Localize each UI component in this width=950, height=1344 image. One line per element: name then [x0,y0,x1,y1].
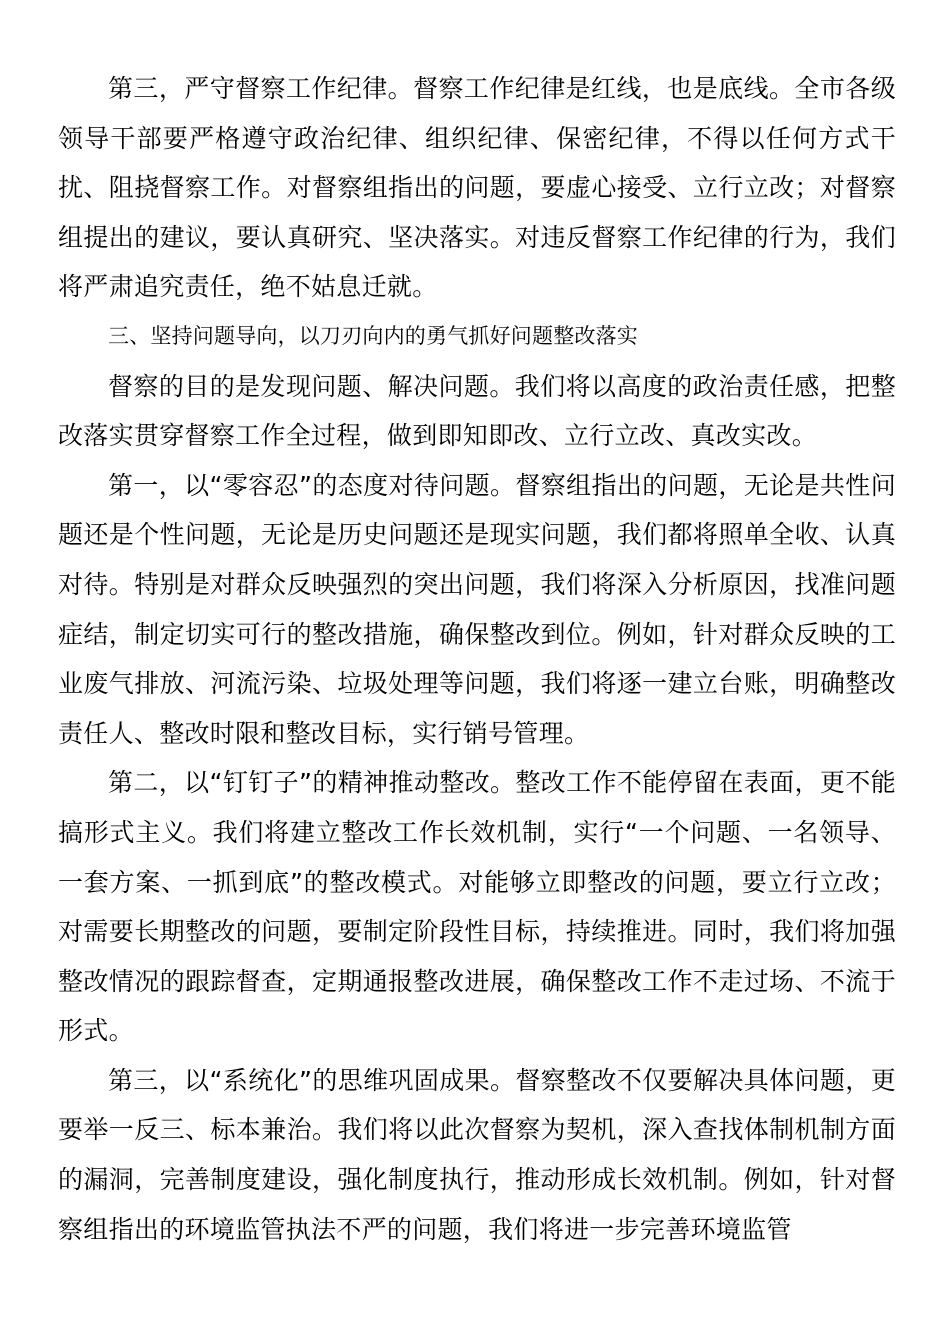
document-page [58,64,896,1254]
paragraph-nail-spirit: 第二，以“钉钉子”的精神推动整改。整改工作不能停留在表面，更不能搞形式主义。我们将建立整改工作长效机制，实行“一个问题、一名领导、一套方案、一抓到底”的整改模式。对能够立即整改的问题，要立行立改；对需要长期整改的问题，要制定阶段性目标，持续推进。同时，我们将加强整改情况的跟踪督查，定期通报整改进展，确保整改工作不走过场、不流于形式。 [58,768,896,1046]
paragraph-systematic: 第三，以“系统化”的思维巩固成果。督察整改不仅要解决具体问题，更要举一反三、标本兼治。我们将以此次督察为契机，深入查找体制机制方面的漏洞，完善制度建设，强化制度执行，推动形成长效机制。例如，针对督察组指出的环境监管执法不严的问题，我们将进一步完善环境监管 [58,1065,896,1244]
paragraph-zero-tolerance: 第一，以“零容忍”的态度对待问题。督察组指出的问题，无论是共性问题还是个性问题，无论是历史问题还是现实问题，我们都将照单全收、认真对待。特别是对群众反映强烈的突出问题，我们将深入分析原因，找准问题症结，制定切实可行的整改措施，确保整改到位。例如，针对群众反映的工业废气排放、河流污染、垃圾处理等问题，我们将逐一建立台账，明确整改责任人、整改时限和整改目标，实行销号管理。 [58,470,896,748]
paragraph-purpose: 督察的目的是发现问题、解决问题。我们将以高度的政治责任感，把整改落实贯穿督察工作全过程，做到即知即改、立行立改、真改实改。 [58,371,896,451]
paragraph-discipline: 第三，严守督察工作纪律。督察工作纪律是红线，也是底线。全市各级领导干部要严格遵守政治纪律、组织纪律、保密纪律，不得以任何方式干扰、阻挠督察工作。对督察组指出的问题，要虚心接受、立行立改；对督察组提出的建议，要认真研究、坚决落实。对违反督察工作纪律的行为，我们将严肃追究责任，绝不姑息迁就。 [58,74,896,302]
section-heading-rectification: 三、坚持问题导向，以刀刃向内的勇气抓好问题整改落实 [108,323,638,348]
